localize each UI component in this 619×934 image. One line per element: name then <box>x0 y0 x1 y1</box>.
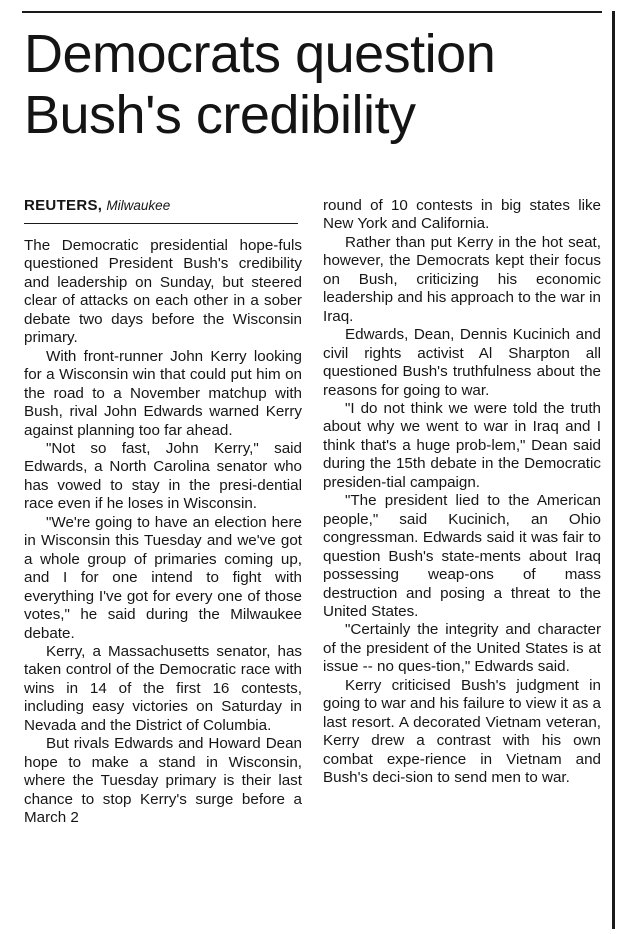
paragraph: With front-runner John Kerry looking for a Wisconsin win that could put him on the road to a November matchup with Bush, rival John Edwards warned Kerry against planning too far ahead. <box>24 347 302 439</box>
paragraph: "Certainly the integrity and character of the president of the United States is at issue -- no ques-tion," Edwards said. <box>323 621 601 676</box>
paragraph: "We're going to have an election here in Wisconsin this Tuesday and we've got a whole group of primaries coming up, and I for one intend to fight with everything I've got for every one of those votes," he said during the Milwaukee debate. <box>24 513 302 642</box>
column-rule <box>612 11 615 929</box>
paragraph: "The president lied to the American people," said Kucinich, an Ohio congressman. Edwards said it was fair to question Bush's state-ments about Iraq possessing weap-ons of mass destruction and posing a threat to the United States. <box>323 492 601 620</box>
article-column-2 <box>323 197 601 788</box>
byline-agency: REUTERS, <box>24 197 103 214</box>
paragraph: The Democratic presidential hope-fuls questioned President Bush's credibility and leadership on Sunday, but steered clear of attacks on each other in a sober debate two days before the Wisconsin primary. <box>24 237 302 347</box>
byline-rule <box>24 223 298 224</box>
headline <box>24 24 604 146</box>
byline <box>24 197 302 217</box>
top-rule <box>22 11 602 13</box>
paragraph: Kerry, a Massachusetts senator, has taken control of the Democratic race with wins in 14 of the first 16 contests, including easy victories on Saturday in Nevada and the District of Columbia. <box>24 642 302 734</box>
paragraph: "Not so fast, John Kerry," said Edwards, a North Carolina senator who has vowed to stay in the presi-dential race even if he loses in Wisconsin. <box>24 439 302 513</box>
paragraph: Rather than put Kerry in the hot seat, however, the Democrats kept their focus on Bush, criticizing his economic leadership and his approach to the war in Iraq. <box>323 233 601 325</box>
paragraph: Kerry criticised Bush's judgment in going to war and his failure to view it as a last resort. A decorated Vietnam veteran, Kerry drew a contrast with his own combat expe-rience in Vietnam and Bush's deci-sion to send men to war. <box>323 676 601 787</box>
byline-location: Milwaukee <box>106 198 171 213</box>
paragraph: Edwards, Dean, Dennis Kucinich and civil rights activist Al Sharpton all questioned Bush's truthfulness about the reasons for going to war. <box>323 326 601 399</box>
paragraph: round of 10 contests in big states like New York and California. <box>323 197 601 233</box>
paragraph: "I do not think we were told the truth about why we went to war in Iraq and I think that's a huge prob-lem," Dean said during the 15th debate in the Democratic presiden-tial campaign. <box>323 399 601 491</box>
headline-line-2: Bush's credibility <box>24 85 416 145</box>
paragraph: But rivals Edwards and Howard Dean hope to make a stand in Wisconsin, where the Tuesday primary is their last chance to stop Kerry's surge before a March 2 <box>24 735 302 827</box>
headline-line-1: Democrats question <box>24 24 496 84</box>
article-column-1 <box>24 197 302 828</box>
